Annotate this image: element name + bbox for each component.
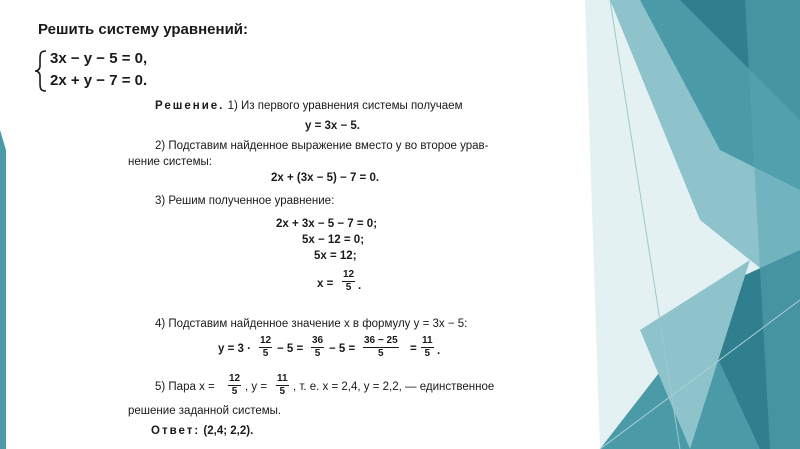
step-5-fraction-1-numerator: 12 [229, 373, 241, 384]
step-5-part-2: , y = [245, 381, 268, 393]
y-calc-part-2: − 5 = [277, 343, 304, 355]
x-fraction-denominator: 5 [345, 282, 352, 293]
step-5-fraction-1 [228, 374, 241, 397]
step-2-result: 2x + (3x − 5) − 7 = 0. [271, 172, 380, 184]
step-3-line-2: 5x − 12 = 0; [302, 234, 365, 246]
step-5-fraction-2-numerator: 11 [277, 373, 288, 384]
y-fraction-2-denominator: 5 [314, 348, 321, 359]
step-5-part-3: , т. е. x = 2,4, y = 2,2, — единственное [293, 381, 495, 393]
step-3-line-1: 2x + 3x − 5 − 7 = 0; [276, 218, 378, 230]
step-5-fraction-2 [276, 374, 289, 397]
y-calc-part-1: y = 3 · [218, 343, 251, 355]
y-calc-fraction-4 [421, 336, 434, 359]
step-3-text: 3) Решим полученное уравнение: [155, 195, 335, 207]
y-fraction-3-numerator: 36 − 25 [364, 335, 398, 346]
step-2-text-line-2: нение системы: [128, 156, 212, 168]
step-5-part-1: 5) Пара x = [155, 381, 215, 393]
step-3-line-3: 5x = 12; [314, 250, 357, 262]
step-1-result: y = 3x − 5. [305, 120, 360, 132]
y-calc-fraction-3 [363, 336, 399, 359]
y-fraction-3-denominator: 5 [378, 348, 384, 359]
system-brace [34, 50, 48, 92]
answer-value: (2,4; 2,2). [203, 425, 254, 437]
x-result-suffix: . [358, 280, 362, 292]
task-title: Решить систему уравнений: [38, 21, 249, 38]
system-equation-2: 2x + y − 7 = 0. [50, 72, 148, 89]
y-fraction-2-numerator: 36 [312, 335, 324, 346]
step-5-fraction-1-denominator: 5 [231, 386, 238, 397]
y-calc-fraction-2 [311, 336, 324, 359]
x-result-prefix: x = [317, 278, 334, 290]
solution-step-1 [155, 101, 462, 113]
step-4-text: 4) Подставим найденное значение x в формулу y = 3x − 5: [155, 318, 468, 330]
step-5-line-2: решение заданной системы. [128, 405, 282, 417]
y-calc-part-3: − 5 = [329, 343, 356, 355]
y-fraction-1-numerator: 12 [260, 335, 272, 346]
y-fraction-1-denominator: 5 [262, 348, 269, 359]
x-result-fraction [342, 270, 355, 293]
solution-label: Решение. [155, 100, 225, 112]
y-fraction-4-numerator: 11 [422, 335, 433, 346]
y-calc-part-5: . [437, 345, 441, 357]
step-1-text: 1) Из первого уравнения системы получаем [227, 100, 463, 112]
step-5-fraction-2-denominator: 5 [279, 386, 286, 397]
x-fraction-numerator: 12 [343, 269, 355, 280]
system-equation-1: 3x − y − 5 = 0, [50, 50, 148, 67]
y-calc-part-4: = [410, 343, 417, 355]
step-2-text-line-1: 2) Подставим найденное выражение вместо y во второе урав- [155, 140, 489, 152]
answer [151, 426, 253, 438]
y-fraction-4-denominator: 5 [424, 348, 431, 359]
answer-label: Ответ: [151, 425, 201, 437]
y-calc-fraction-1 [259, 336, 272, 359]
